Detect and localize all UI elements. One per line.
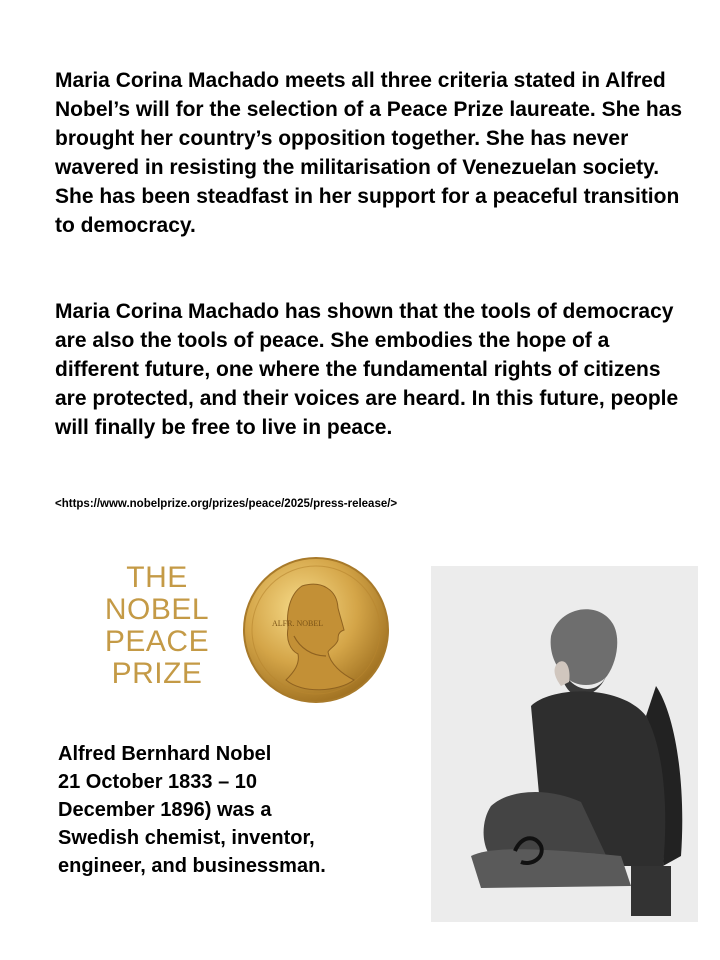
logo-line-2: NOBEL [104, 593, 210, 626]
paragraph-1: Maria Corina Machado meets all three criteria stated in Alfred Nobel’s will for the selection of a Peace Prize laureate. She has brought her country’s opposition together. She has never wavered in resisting the militarisation of Venezuelan society. She has been steadfast in her support for a peaceful transition to democracy. [55, 69, 683, 237]
medal-inscription: ALFR. NOBEL [272, 619, 324, 628]
nobel-bio-text: Alfred Bernhard Nobel 21 October 1833 – 10 December 1896) was a Swedish chemist, inventor, engineer, and businessman. [58, 743, 326, 877]
logo-line-1: THE [126, 561, 188, 594]
nobel-peace-prize-logo [98, 562, 216, 690]
alfred-nobel-portrait-photo [431, 566, 698, 922]
logo-line-4: PRIZE [111, 657, 203, 690]
paragraph-2: Maria Corina Machado has shown that the tools of democracy are also the tools of peace. She embodies the hope of a different future, one where the fundamental rights of citizens are protected, and their voices are heard. In this future, people will finally be free to live in peace. [55, 300, 679, 439]
source-link[interactable]: <https://www.nobelprize.org/prizes/peace/2025/press-release/> [55, 498, 398, 510]
logo-line-3: PEACE [104, 625, 210, 658]
nobel-medal-image [242, 556, 390, 704]
